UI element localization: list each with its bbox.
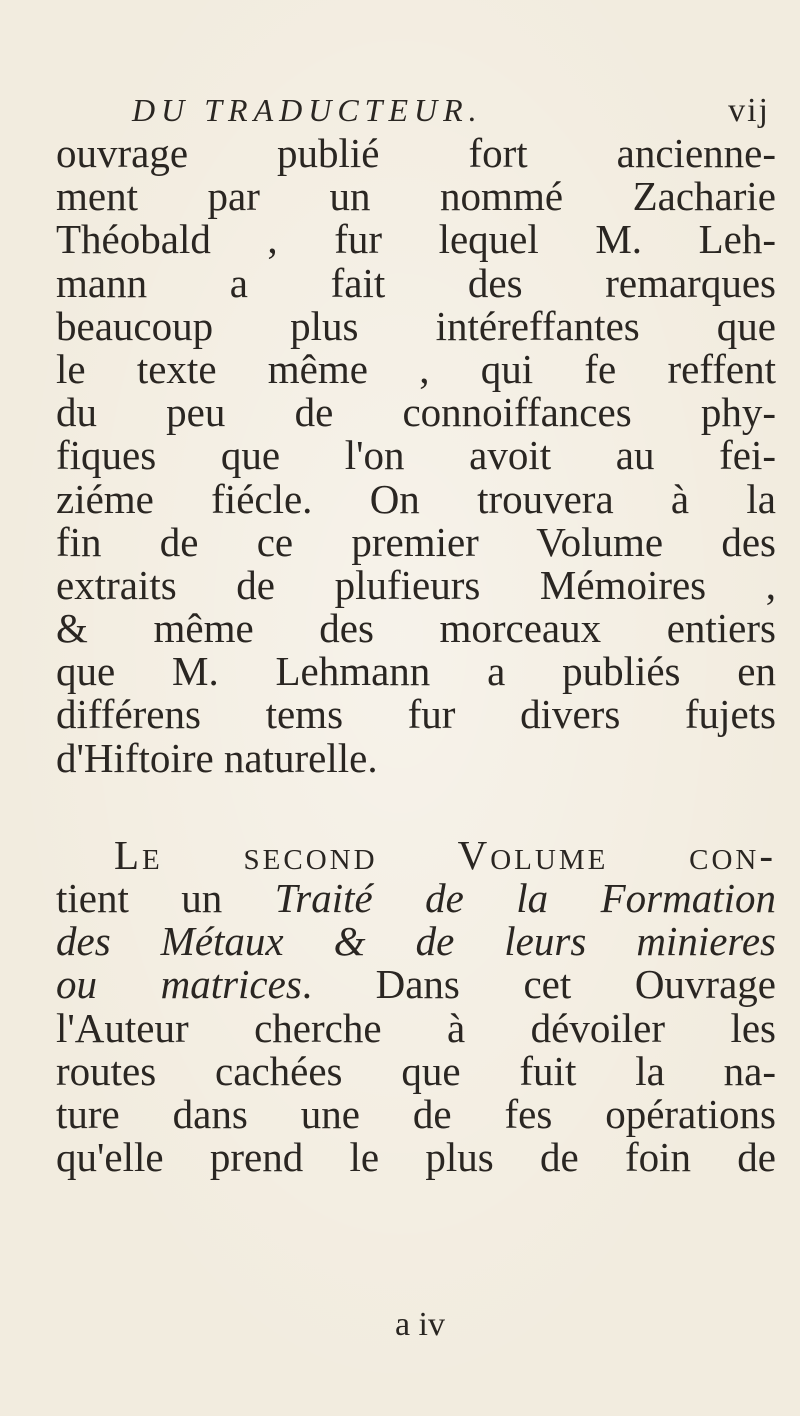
- text-line: ziéme fiécle. On trouvera à la: [56, 475, 776, 522]
- text-line: [56, 877, 776, 920]
- text-run: . Dans cet Ouvrage: [301, 961, 776, 1008]
- book-title-italic: ou matrices: [56, 961, 302, 1008]
- text-line: ouvrage publié fort ancienne-: [56, 130, 776, 176]
- text-line: ture dans une de fes opérations: [56, 1090, 776, 1137]
- text-line: ment par un nommé Zacharie: [56, 173, 776, 220]
- text-line: du peu de connoiffances phy-: [56, 389, 776, 436]
- text-line: qu'elle prend le plus de foin de: [56, 1134, 776, 1181]
- book-title-italic: Traité de la Formation: [274, 875, 776, 921]
- text-line: l'Auteur cherche à dévoiler les: [56, 1004, 776, 1051]
- text-line: fin de ce premier Volume des: [56, 518, 776, 565]
- text-run: tient un: [56, 875, 275, 921]
- text-line: routes cachées que fuit la na-: [56, 1047, 776, 1094]
- signature-mark: a iv: [394, 1306, 446, 1343]
- paragraph-gap: [56, 780, 776, 834]
- page-number: vij: [728, 92, 770, 129]
- text-line: que M. Lehmann a publiés en: [56, 648, 776, 695]
- text-line: Théobald , fur lequel M. Leh-: [56, 216, 776, 263]
- text-line: le texte même , qui fe reffent: [56, 345, 776, 392]
- text-line: & même des morceaux entiers: [56, 605, 776, 652]
- paragraph-2: [56, 831, 776, 1181]
- text-line: d'Hiftoire naturelle.: [56, 734, 378, 781]
- running-title: DU TRADUCTEUR.: [132, 92, 483, 128]
- paragraph-1: [56, 132, 776, 780]
- text-line: différens tems fur divers fujets: [56, 691, 776, 738]
- text-line: beaucoup plus intéreffantes que: [56, 302, 776, 349]
- text-line: [56, 963, 776, 1006]
- text-line: mann a fait des remarques: [56, 259, 776, 306]
- text-line: fiques que l'on avoit au fei-: [56, 432, 776, 479]
- body-text: [56, 132, 776, 1179]
- text-line: extraits de plufieurs Mémoires ,: [56, 561, 776, 608]
- book-title-italic-line: des Métaux & de leurs minieres: [56, 918, 776, 965]
- section-lead-line: Le second Volume con-: [114, 831, 776, 878]
